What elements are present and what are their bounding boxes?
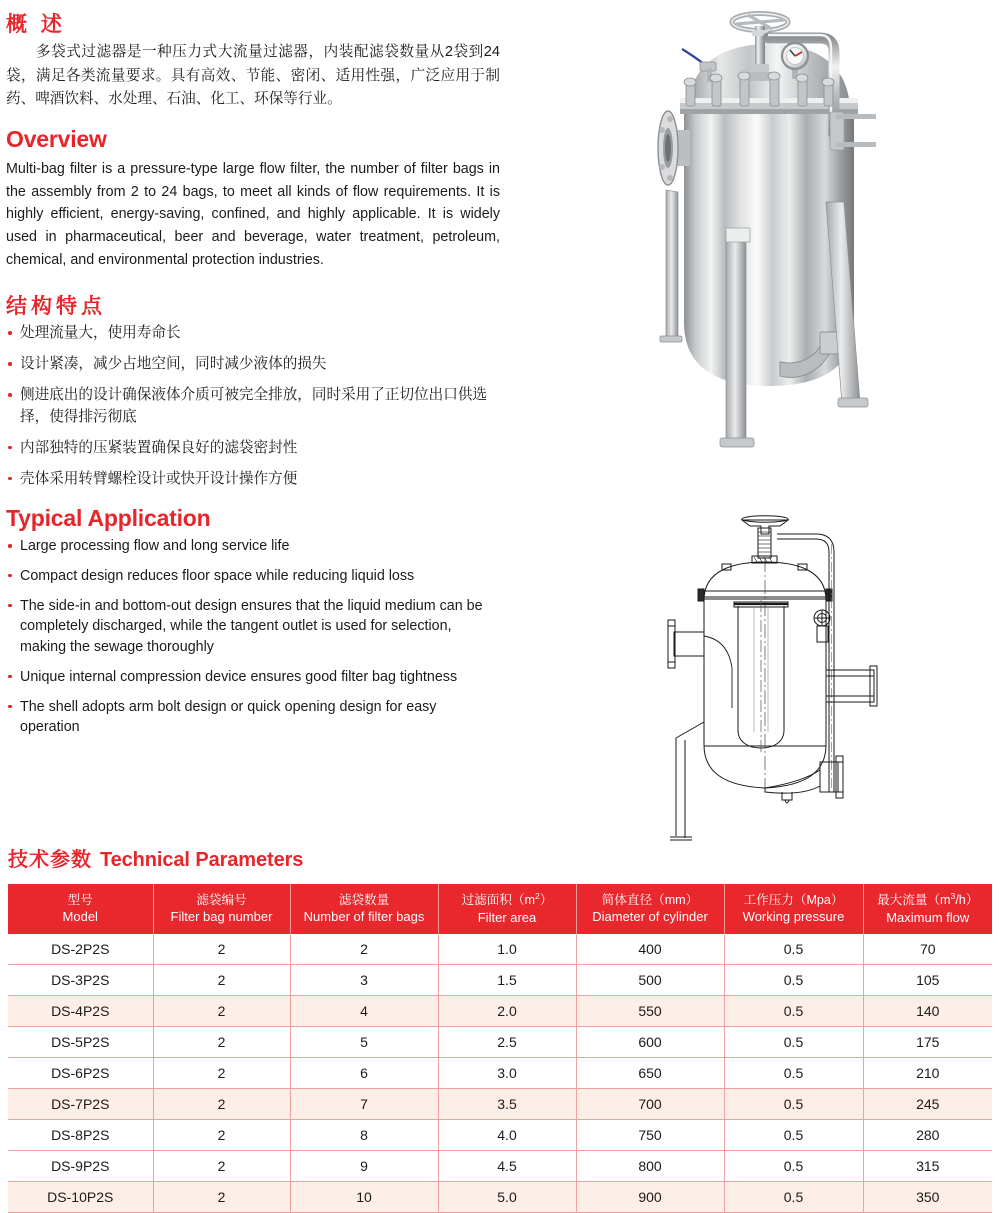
column-header-cn: 工作压力（Mpa） [743, 892, 844, 907]
bullet-dot-icon [8, 477, 12, 481]
column-header-filter-area [438, 884, 576, 934]
bullet-dot-icon [8, 331, 12, 335]
bullet-dot-icon [8, 675, 12, 679]
cell-model: DS-7P2S [8, 1088, 153, 1119]
cell-filter-area: 3.5 [438, 1088, 576, 1119]
column-header-cn: 简体直径（mm） [601, 892, 699, 907]
technical-heading-en: Technical Parameters [100, 849, 304, 871]
list-item-text: 处理流量大，使用寿命长 [20, 325, 181, 342]
cell-model: DS-4P2S [8, 995, 153, 1026]
list-item-text: The side-in and bottom-out design ensures that the liquid medium can be completely discharged, while the tangent outlet is used for selection, making the sewage thoroughly [20, 597, 483, 656]
column-header-model [8, 884, 153, 934]
cell-model: DS-3P2S [8, 964, 153, 995]
cell-pressure: 0.5 [724, 995, 863, 1026]
product-photo [630, 2, 996, 492]
column-header-en: Filter bag number [170, 909, 273, 925]
cell-bag-number: 2 [153, 1150, 290, 1181]
cell-max-flow: 140 [863, 995, 992, 1026]
list-item [6, 697, 500, 738]
column-header-cn: 型号 [67, 892, 93, 907]
cell-bag-count: 4 [290, 995, 438, 1026]
structure-section [6, 294, 500, 491]
cell-filter-area: 1.0 [438, 934, 576, 965]
column-header-en: Number of filter bags [303, 909, 425, 925]
cell-pressure: 0.5 [724, 1057, 863, 1088]
cell-bag-count: 9 [290, 1150, 438, 1181]
cell-diameter: 650 [576, 1057, 724, 1088]
bullet-dot-icon [8, 446, 12, 450]
cell-bag-count: 7 [290, 1088, 438, 1119]
cell-bag-count: 10 [290, 1181, 438, 1212]
cell-bag-number: 2 [153, 1026, 290, 1057]
cell-pressure: 0.5 [724, 964, 863, 995]
cell-bag-count: 2 [290, 934, 438, 965]
cell-diameter: 800 [576, 1150, 724, 1181]
column-header-cn: 滤袋数量 [338, 892, 390, 907]
table-row [8, 1088, 992, 1119]
cell-max-flow: 315 [863, 1150, 992, 1181]
cell-diameter: 750 [576, 1119, 724, 1150]
bullet-dot-icon [8, 362, 12, 366]
table-row [8, 1026, 992, 1057]
list-item [6, 323, 500, 345]
overview-heading-en: Overview [6, 126, 107, 153]
list-item [6, 536, 500, 557]
list-item-text: Compact design reduces floor space while reducing liquid loss [20, 567, 415, 584]
table-row [8, 1057, 992, 1088]
column-header-en: Working pressure [742, 909, 845, 925]
cell-max-flow: 245 [863, 1088, 992, 1119]
structure-feature-list [6, 323, 500, 490]
cell-bag-number: 2 [153, 995, 290, 1026]
cell-bag-number: 2 [153, 1119, 290, 1150]
cell-max-flow: 105 [863, 964, 992, 995]
cell-bag-count: 6 [290, 1057, 438, 1088]
application-feature-list [6, 536, 500, 738]
structure-heading-cn: 结构特点 [6, 295, 106, 319]
list-item [6, 438, 500, 460]
cell-bag-number: 2 [153, 1057, 290, 1088]
list-item-text: Unique internal compression device ensures good filter bag tightness [20, 668, 458, 685]
list-item-text: Large processing flow and long service life [20, 538, 290, 555]
technical-parameters-table [8, 884, 992, 1213]
application-heading-en: Typical Application [6, 504, 211, 531]
overview-heading-cn: 概 述 [6, 13, 66, 36]
cell-filter-area: 3.0 [438, 1057, 576, 1088]
list-item [6, 596, 500, 658]
list-item-text: 设计紧凑，减少占地空间，同时减少液体的损失 [20, 356, 327, 373]
column-header-cn: 滤袋编号 [196, 892, 247, 907]
cell-pressure: 0.5 [724, 1026, 863, 1057]
list-item [6, 385, 500, 429]
cell-bag-number: 2 [153, 1181, 290, 1212]
cell-diameter: 550 [576, 995, 724, 1026]
list-item [6, 354, 500, 376]
technical-drawing [630, 500, 996, 848]
cell-filter-area: 2.5 [438, 1026, 576, 1057]
cell-max-flow: 175 [863, 1026, 992, 1057]
drawing-filter-basket [734, 600, 788, 752]
cell-bag-count: 8 [290, 1119, 438, 1150]
technical-parameters-heading [8, 848, 303, 872]
bullet-dot-icon [8, 393, 12, 397]
cell-max-flow: 280 [863, 1119, 992, 1150]
table-row [8, 934, 992, 965]
column-header-en: Model [62, 909, 98, 925]
cell-pressure: 0.5 [724, 934, 863, 965]
cell-bag-number: 2 [153, 964, 290, 995]
table-header [8, 884, 992, 934]
technical-heading-cn: 技术参数 [8, 849, 92, 871]
cell-pressure: 0.5 [724, 1119, 863, 1150]
table-row [8, 964, 992, 995]
cell-filter-area: 4.0 [438, 1119, 576, 1150]
cell-diameter: 600 [576, 1026, 724, 1057]
list-item-text: 侧进底出的设计确保液体介质可被完全排放，同时采用了正切位出口供选择，使得排污彻底 [20, 387, 488, 425]
bullet-dot-icon [8, 544, 12, 548]
list-item-text: The shell adopts arm bolt design or quick opening design for easy operation [20, 698, 437, 736]
table-header-row [8, 884, 992, 934]
overview-body-en: Multi-bag filter is a pressure-type large flow filter, the number of filter bags in the assembly from 2 to 24 bags, to meet all kinds of flow requirements. It is highly efficient, energy-saving, confined, and highly applicable. It is widely used in pharmaceutical, beer and beverage, water treatment, petroleum, chemical, and environmental protection industries. [6, 160, 500, 269]
column-header-pressure [724, 884, 863, 934]
cell-diameter: 700 [576, 1088, 724, 1119]
cell-bag-count: 3 [290, 964, 438, 995]
content-column [6, 0, 500, 747]
column-header-en: Maximum flow [886, 909, 970, 925]
cell-model: DS-9P2S [8, 1150, 153, 1181]
bullet-dot-icon [8, 705, 12, 709]
cell-diameter: 400 [576, 934, 724, 965]
cell-filter-area: 2.0 [438, 995, 576, 1026]
application-section [6, 505, 500, 738]
column-header-max-flow [863, 884, 992, 934]
cell-bag-number: 2 [153, 934, 290, 965]
cell-max-flow: 210 [863, 1057, 992, 1088]
cell-max-flow: 350 [863, 1181, 992, 1212]
table-row [8, 1119, 992, 1150]
table-row [8, 995, 992, 1026]
cell-model: DS-8P2S [8, 1119, 153, 1150]
cell-model: DS-6P2S [8, 1057, 153, 1088]
table-body [8, 934, 992, 1213]
list-item [6, 566, 500, 587]
drawing-support-leg [670, 722, 704, 840]
column-header-diameter [576, 884, 724, 934]
list-item [6, 469, 500, 491]
column-header-cn: 最大流量$(m^3/h)$ [877, 891, 979, 908]
bullet-dot-icon [8, 574, 12, 578]
blue-tube [682, 49, 704, 64]
cell-pressure: 0.5 [724, 1150, 863, 1181]
cell-model: DS-2P2S [8, 934, 153, 965]
cell-model: DS-10P2S [8, 1181, 153, 1212]
drawing-left-flange [668, 620, 732, 708]
overview-body-cn: 多袋式过滤器是一种压力式大流量过滤器，内装配滤袋数量从2袋到24袋，满足各类流量要求。具有高效、节能、密闭、适用性强，广泛应用于制药、啤酒饮料、水处理、石油、化工、环保等行业。 [6, 44, 500, 108]
drawing-valve [814, 610, 830, 642]
cell-filter-area: 1.5 [438, 964, 576, 995]
list-item-text: 壳体采用转臂螺栓设计或快开设计操作方便 [20, 470, 298, 487]
column-header-cn: 过滤面积$(m^2)$ [461, 891, 553, 908]
column-header-en: Diameter of cylinder [592, 909, 708, 925]
cell-pressure: 0.5 [724, 1181, 863, 1212]
cell-bag-number: 2 [153, 1088, 290, 1119]
cell-filter-area: 4.5 [438, 1150, 576, 1181]
bullet-dot-icon [8, 604, 12, 608]
table-row [8, 1181, 992, 1212]
list-item [6, 667, 500, 688]
cell-pressure: 0.5 [724, 1088, 863, 1119]
cell-max-flow: 70 [863, 934, 992, 965]
list-item-text: 内部独特的压紧装置确保良好的滤袋密封性 [20, 439, 298, 456]
cell-diameter: 500 [576, 964, 724, 995]
cell-diameter: 900 [576, 1181, 724, 1212]
cell-filter-area: 5.0 [438, 1181, 576, 1212]
column-header-bag-count [290, 884, 438, 934]
column-header-en: Filter area [477, 909, 537, 925]
cell-bag-count: 5 [290, 1026, 438, 1057]
cell-model: DS-5P2S [8, 1026, 153, 1057]
table-row [8, 1150, 992, 1181]
column-header-bag-number [153, 884, 290, 934]
